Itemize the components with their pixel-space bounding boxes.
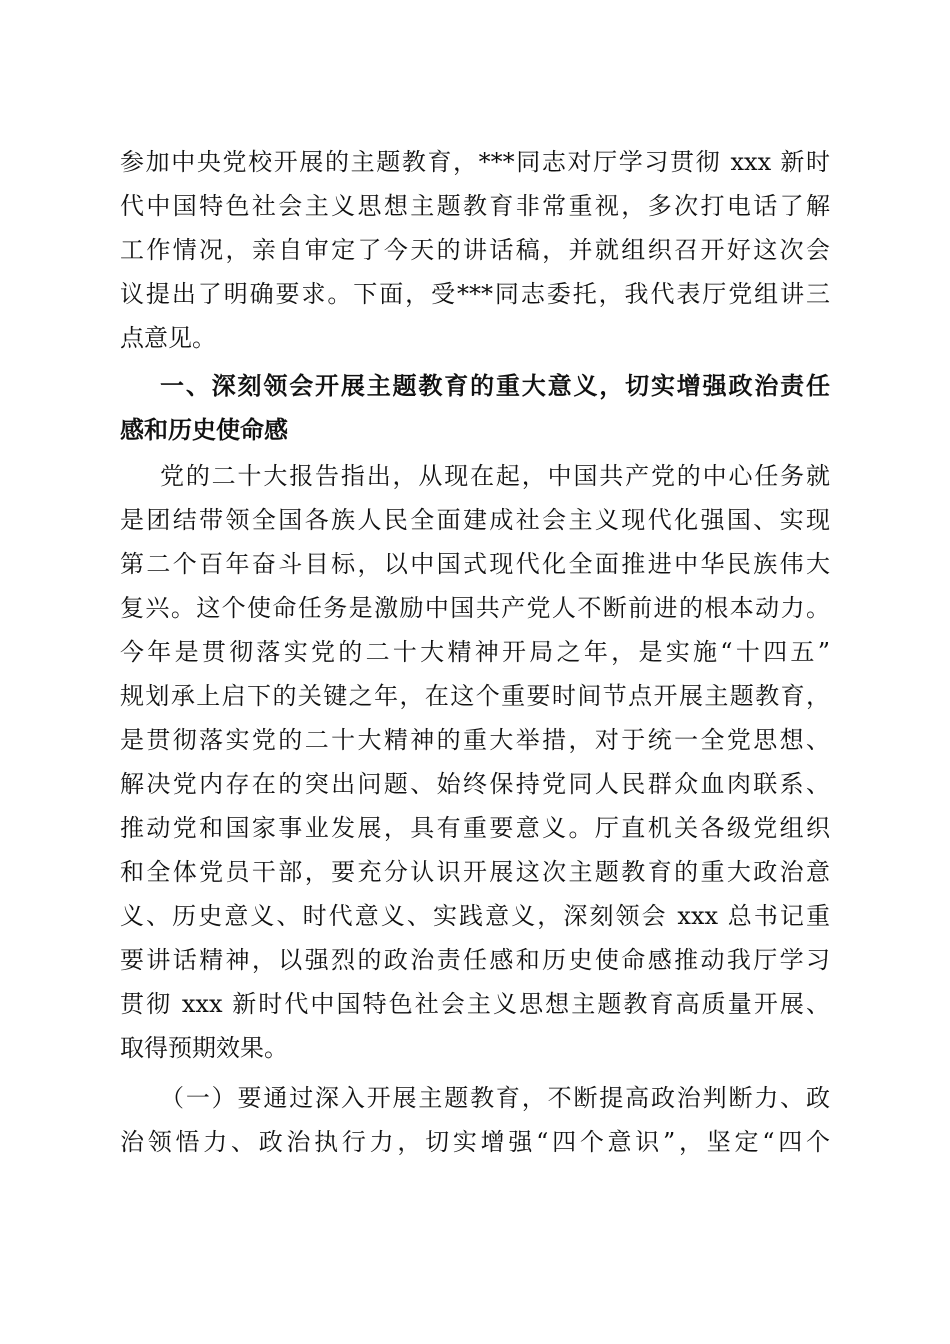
body-line-10: 和全体党员干部，要充分认识开展这次主题教育的重大政治意 — [120, 858, 830, 886]
intro-line-1: 参加中央党校开展的主题教育，***同志对厅学习贯彻 xxx 新时 — [120, 148, 830, 176]
subpoint-line-2: 治领悟力、政治执行力，切实增强“四个意识”，坚定“四个 — [120, 1128, 830, 1156]
section-heading-line-2: 感和历史使命感 — [120, 416, 288, 444]
body-line-8: 解决党内存在的突出问题、始终保持党同人民群众血肉联系、 — [120, 770, 830, 798]
body-line-14: 取得预期效果。 — [120, 1034, 288, 1062]
body-line-4: 复兴。这个使命任务是激励中国共产党人不断前进的根本动力。 — [120, 594, 830, 622]
body-line-9: 推动党和国家事业发展，具有重要意义。厅直机关各级党组织 — [120, 814, 830, 842]
body-line-6: 规划承上启下的关键之年，在这个重要时间节点开展主题教育， — [120, 682, 830, 710]
body-line-12: 要讲话精神，以强烈的政治责任感和历史使命感推动我厅学习 — [120, 946, 830, 974]
intro-line-3: 工作情况，亲自审定了今天的讲话稿，并就组织召开好这次会 — [120, 236, 830, 264]
body-line-2: 是团结带领全国各族人民全面建成社会主义现代化强国、实现 — [120, 506, 830, 534]
body-line-11: 义、历史意义、时代意义、实践意义，深刻领会 xxx 总书记重 — [120, 902, 830, 930]
body-line-7: 是贯彻落实党的二十大精神的重大举措，对于统一全党思想、 — [120, 726, 830, 754]
section-heading-line-1: 一、深刻领会开展主题教育的重大意义，切实增强政治责任 — [160, 372, 830, 400]
body-line-1: 党的二十大报告指出，从现在起，中国共产党的中心任务就 — [160, 462, 830, 490]
body-line-13: 贯彻 xxx 新时代中国特色社会主义思想主题教育高质量开展、 — [120, 990, 830, 1018]
intro-line-4: 议提出了明确要求。下面，受***同志委托，我代表厅党组讲三 — [120, 280, 830, 308]
intro-line-2: 代中国特色社会主义思想主题教育非常重视，多次打电话了解 — [120, 192, 830, 220]
body-line-3: 第二个百年奋斗目标，以中国式现代化全面推进中华民族伟大 — [120, 550, 830, 578]
subpoint-line-1: （一）要通过深入开展主题教育，不断提高政治判断力、政 — [160, 1084, 830, 1112]
body-line-5: 今年是贯彻落实党的二十大精神开局之年，是实施“十四五” — [120, 638, 830, 666]
intro-line-5: 点意见。 — [120, 324, 216, 352]
